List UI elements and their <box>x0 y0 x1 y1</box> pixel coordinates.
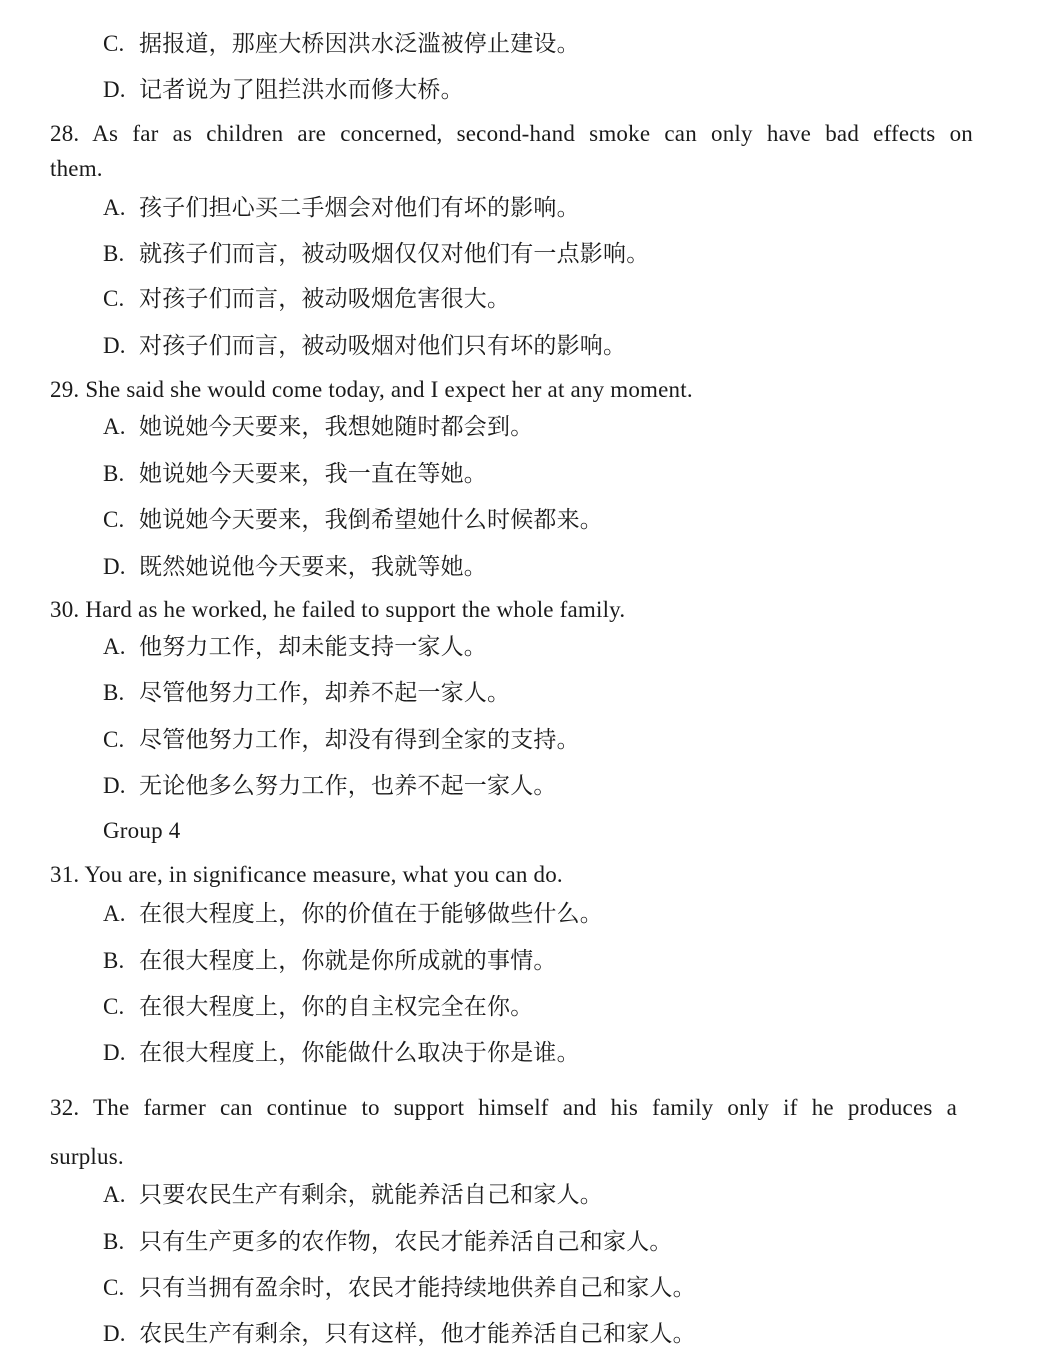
question-31-option-b <box>103 949 557 972</box>
option-text: 她说她今天要来，我倒希望她什么时候都来。 <box>139 507 603 532</box>
question-31-stem <box>50 863 563 886</box>
question-30-option-d <box>103 774 557 797</box>
group-heading: Group 4 <box>103 818 181 843</box>
question-number: 31. <box>50 862 80 887</box>
option-letter: D. <box>103 77 126 102</box>
question-31-option-a <box>103 902 603 925</box>
option-text: 只有当拥有盈余时，农民才能持续地供养自己和家人。 <box>139 1275 696 1300</box>
question-31-option-c <box>103 995 533 1018</box>
question-32-stem-continued <box>50 1145 124 1168</box>
question-32-option-a <box>103 1183 603 1206</box>
option-text: 据报道，那座大桥因洪水泛滥被停止建设。 <box>139 31 580 56</box>
question-32-option-b <box>103 1230 673 1253</box>
question-29-option-b <box>103 462 487 485</box>
option-letter: C. <box>103 286 125 311</box>
question-30-option-b <box>103 681 510 704</box>
option-text: 在很大程度上，你能做什么取决于你是谁。 <box>139 1040 580 1065</box>
option-text: 她说她今天要来，我想她随时都会到。 <box>139 414 534 439</box>
option-text: 记者说为了阻拦洪水而修大桥。 <box>139 77 464 102</box>
option-letter: C. <box>103 31 125 56</box>
option-letter: B. <box>103 948 125 973</box>
question-31-option-d <box>103 1041 580 1064</box>
question-32-stem <box>50 1096 957 1119</box>
question-text: Hard as he worked, he failed to support the whole family. <box>85 597 626 622</box>
option-text: 就孩子们而言，被动吸烟仅仅对他们有一点影响。 <box>139 241 650 266</box>
option-text: 对孩子们而言，被动吸烟对他们只有坏的影响。 <box>139 333 627 358</box>
question-28-stem-continued <box>50 157 103 180</box>
option-text: 尽管他努力工作，却没有得到全家的支持。 <box>139 727 580 752</box>
question-32-option-d <box>103 1322 696 1345</box>
option-letter: D. <box>103 1040 126 1065</box>
option-text: 既然她说他今天要来，我就等她。 <box>139 554 487 579</box>
option-letter: A. <box>103 414 126 439</box>
option-c <box>103 32 580 55</box>
option-letter: C. <box>103 994 125 1019</box>
question-28-option-a <box>103 196 580 219</box>
question-28-option-b <box>103 242 649 265</box>
question-29-option-a <box>103 415 533 438</box>
question-number: 29. <box>50 377 80 402</box>
question-28-option-c <box>103 287 510 310</box>
option-letter: B. <box>103 241 125 266</box>
question-29-stem <box>50 378 693 401</box>
option-text: 在很大程度上，你的价值在于能够做些什么。 <box>139 901 603 926</box>
option-d <box>103 78 464 101</box>
question-29-option-c <box>103 508 603 531</box>
option-letter: D. <box>103 1321 126 1346</box>
question-28-option-d <box>103 334 626 357</box>
question-number: 30. <box>50 597 80 622</box>
option-text: 对孩子们而言，被动吸烟危害很大。 <box>139 286 511 311</box>
option-text: 农民生产有剩余，只有这样，他才能养活自己和家人。 <box>139 1321 696 1346</box>
question-text: You are, in significance measure, what you can do. <box>84 862 563 887</box>
option-letter: A. <box>103 1182 126 1207</box>
question-text: them. <box>50 156 103 181</box>
option-letter: D. <box>103 333 126 358</box>
option-text: 只有生产更多的农作物，农民才能养活自己和家人。 <box>139 1229 673 1254</box>
option-letter: A. <box>103 195 126 220</box>
question-number: 32. <box>50 1095 80 1120</box>
option-text: 在很大程度上，你就是你所成就的事情。 <box>139 948 557 973</box>
question-30-stem <box>50 598 625 621</box>
question-29-option-d <box>103 555 487 578</box>
option-letter: A. <box>103 634 126 659</box>
question-text: As far as children are concerned, second-hand smoke can only have bad effects on <box>92 121 973 146</box>
option-letter: D. <box>103 773 126 798</box>
option-letter: A. <box>103 901 126 926</box>
option-letter: B. <box>103 680 125 705</box>
question-text: The farmer can continue to support himself and his family only if he produces a <box>93 1095 957 1120</box>
option-letter: C. <box>103 1275 125 1300</box>
question-30-option-c <box>103 728 580 751</box>
option-letter: C. <box>103 727 125 752</box>
option-text: 只要农民生产有剩余，就能养活自己和家人。 <box>139 1182 603 1207</box>
option-text: 无论他多么努力工作，也养不起一家人。 <box>139 773 557 798</box>
option-letter: B. <box>103 461 125 486</box>
option-letter: D. <box>103 554 126 579</box>
option-text: 尽管他努力工作，却养不起一家人。 <box>139 680 511 705</box>
question-text: surplus. <box>50 1144 124 1169</box>
question-30-option-a <box>103 635 487 658</box>
option-text: 她说她今天要来，我一直在等她。 <box>139 461 487 486</box>
question-text: She said she would come today, and I expect her at any moment. <box>85 377 693 402</box>
option-text: 在很大程度上，你的自主权完全在你。 <box>139 994 534 1019</box>
option-text: 他努力工作，却未能支持一家人。 <box>139 634 487 659</box>
question-32-option-c <box>103 1276 696 1299</box>
question-28-stem <box>50 122 973 145</box>
option-text: 孩子们担心买二手烟会对他们有坏的影响。 <box>139 195 580 220</box>
question-number: 28. <box>50 121 80 146</box>
option-letter: C. <box>103 507 125 532</box>
option-letter: B. <box>103 1229 125 1254</box>
